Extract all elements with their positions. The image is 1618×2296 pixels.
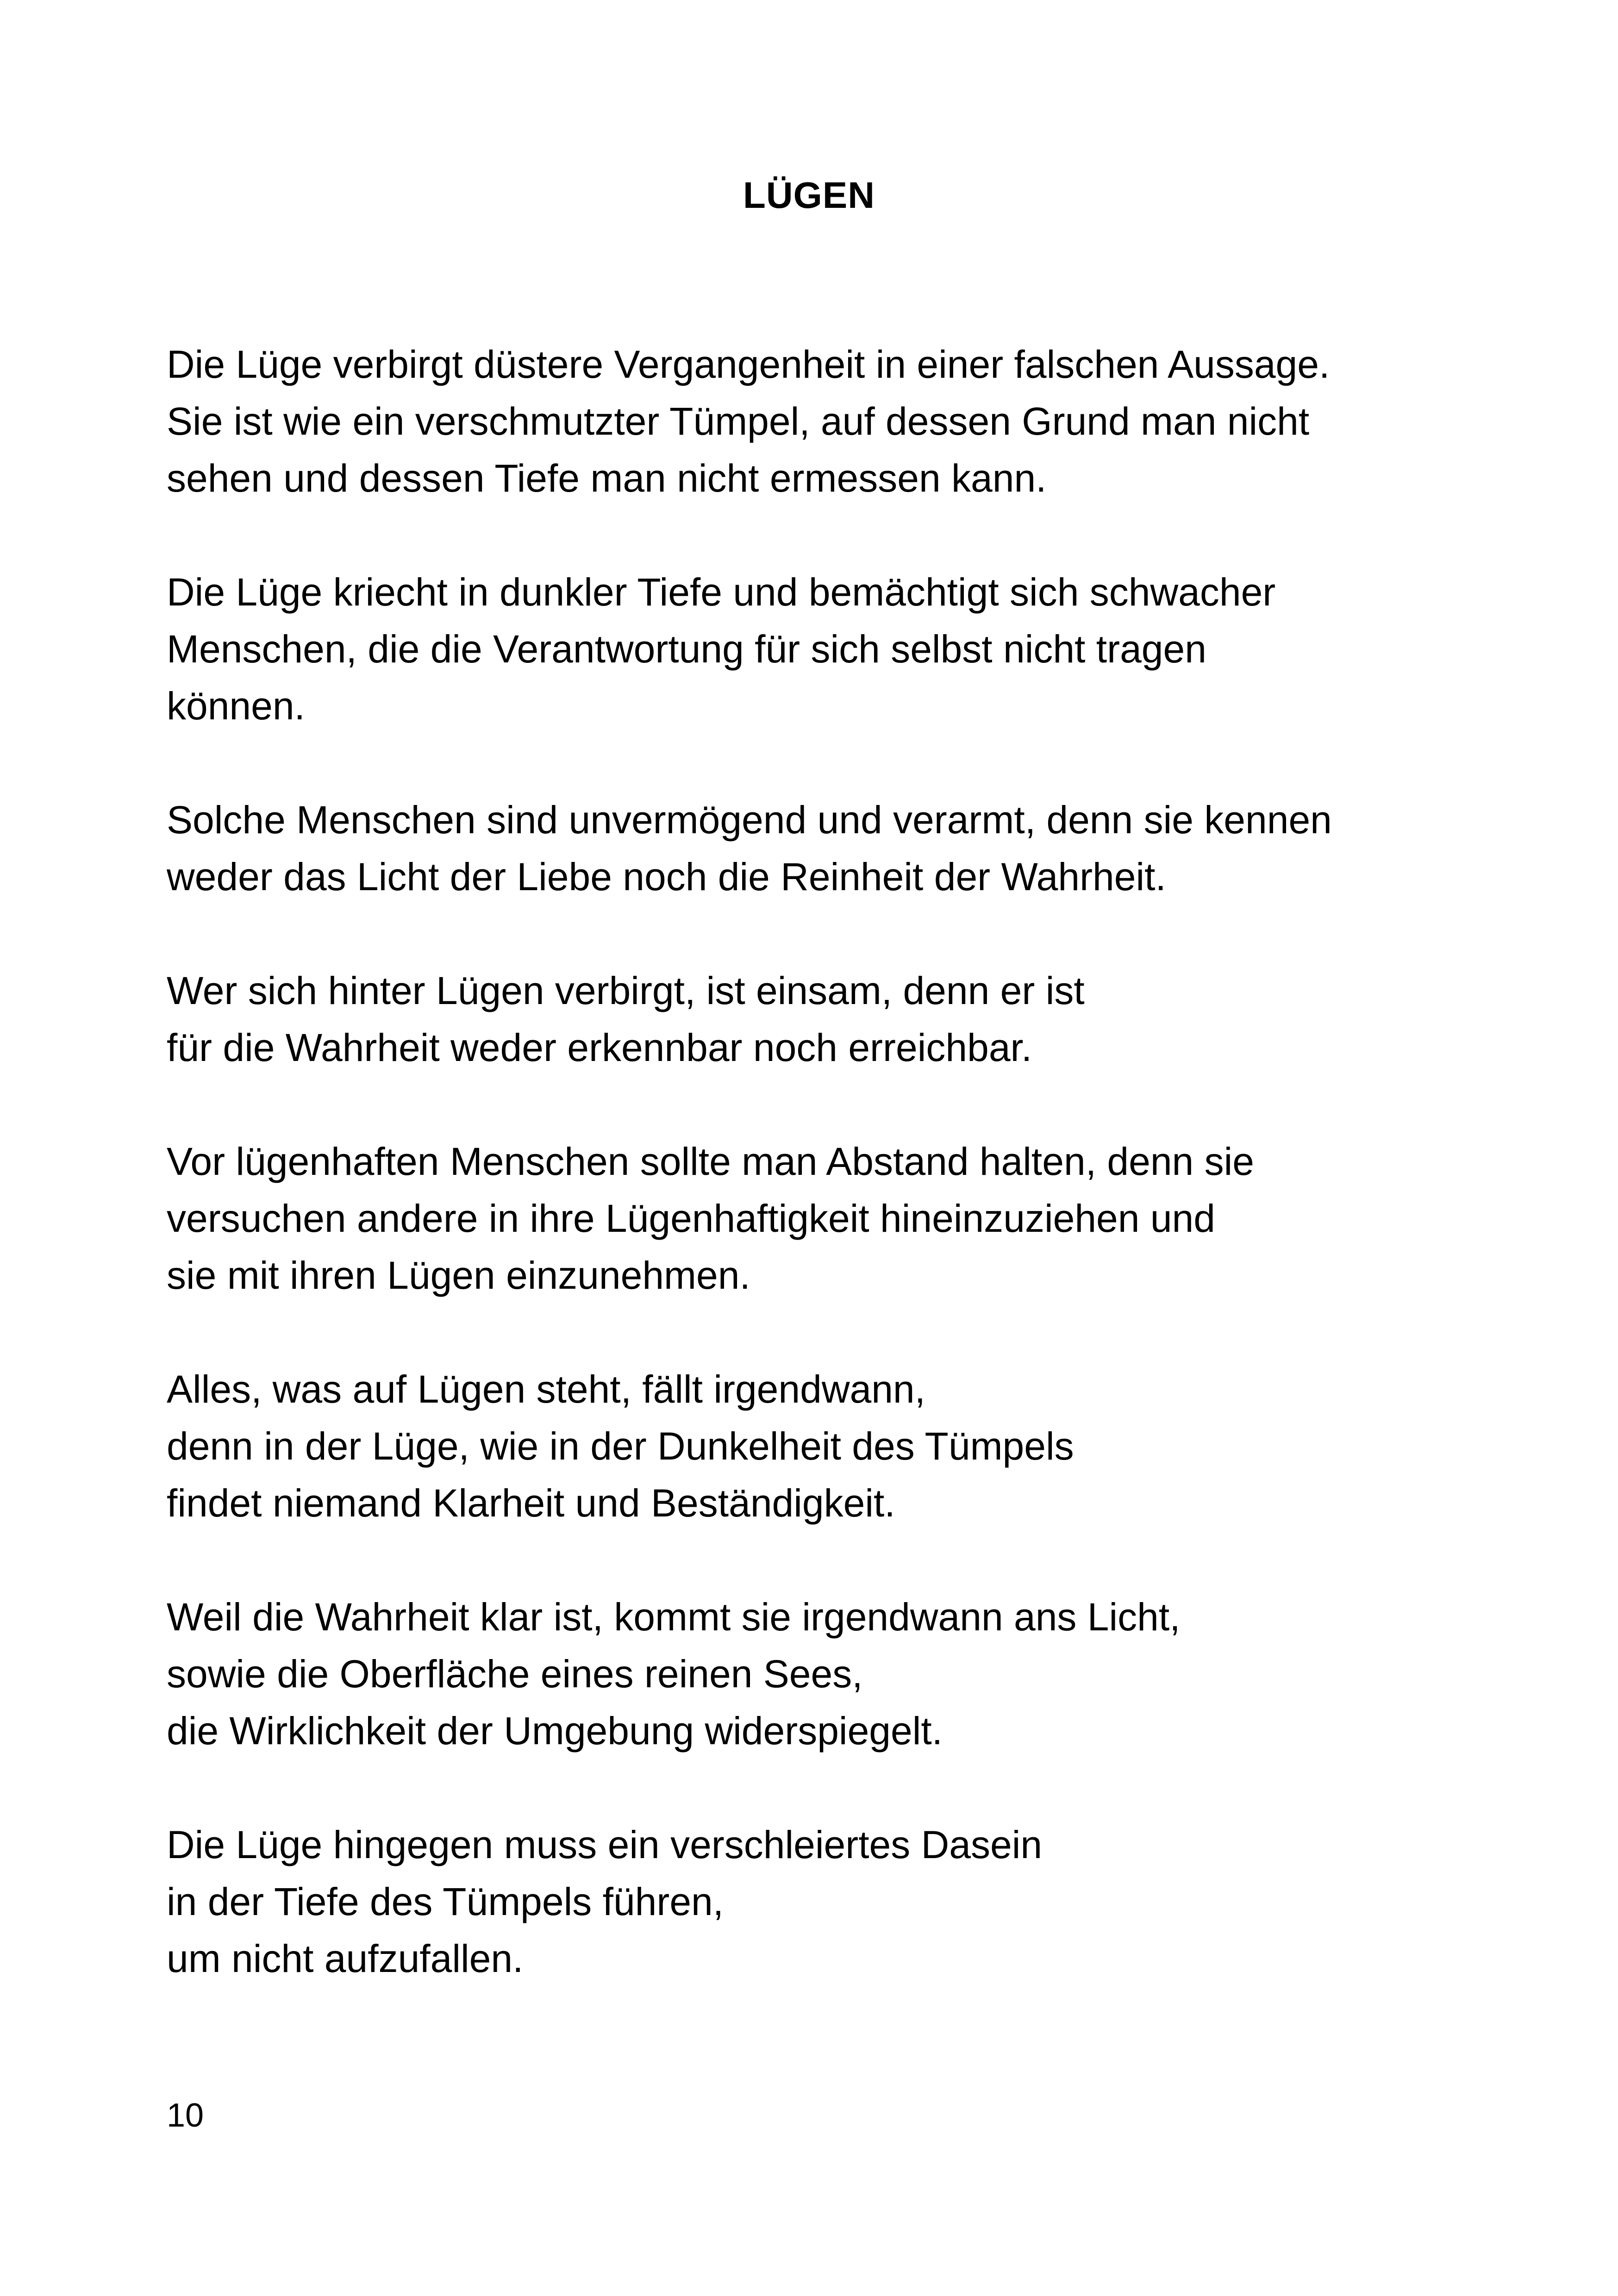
stanza-line: sie mit ihren Lügen einzunehmen. xyxy=(167,1254,750,1297)
stanza-5 xyxy=(167,1133,1546,1304)
stanza-line: Weil die Wahrheit klar ist, kommt sie irgendwann ans Licht, xyxy=(167,1595,1181,1639)
stanza-line: versuchen andere in ihre Lügenhaftigkeit hineinzuziehen und xyxy=(167,1197,1215,1240)
stanza-line: sowie die Oberfläche eines reinen Sees, xyxy=(167,1652,863,1696)
stanza-8 xyxy=(167,1816,1546,1987)
stanza-line: können. xyxy=(167,684,305,728)
stanza-line: sehen und dessen Tiefe man nicht ermessen kann. xyxy=(167,456,1047,500)
stanza-3 xyxy=(167,792,1546,905)
stanza-2 xyxy=(167,564,1546,735)
stanza-line: um nicht aufzufallen. xyxy=(167,1937,524,1980)
poem-body xyxy=(167,336,1546,2044)
stanza-6 xyxy=(167,1361,1546,1532)
stanza-line: weder das Licht der Liebe noch die Reinheit der Wahrheit. xyxy=(167,855,1166,898)
stanza-7 xyxy=(167,1589,1546,1759)
stanza-line: Die Lüge hingegen muss ein verschleiertes Dasein xyxy=(167,1823,1043,1866)
stanza-line: für die Wahrheit weder erkennbar noch erreichbar. xyxy=(167,1026,1032,1069)
page-title: LÜGEN xyxy=(743,175,875,216)
stanza-line: findet niemand Klarheit und Beständigkeit. xyxy=(167,1481,895,1525)
stanza-line: Solche Menschen sind unvermögend und verarmt, denn sie kennen xyxy=(167,798,1332,842)
stanza-line: Die Lüge kriecht in dunkler Tiefe und bemächtigt sich schwacher xyxy=(167,570,1276,614)
stanza-line: Alles, was auf Lügen steht, fällt irgendwann, xyxy=(167,1367,925,1411)
stanza-line: Menschen, die die Verantwortung für sich selbst nicht tragen xyxy=(167,627,1206,671)
stanza-line: Wer sich hinter Lügen verbirgt, ist einsam, denn er ist xyxy=(167,969,1085,1012)
stanza-line: Vor lügenhaften Menschen sollte man Abstand halten, denn sie xyxy=(167,1140,1254,1183)
page-number: 10 xyxy=(167,2097,204,2134)
stanza-line: denn in der Lüge, wie in der Dunkelheit des Tümpels xyxy=(167,1424,1074,1468)
stanza-line: die Wirklichkeit der Umgebung widerspiegelt. xyxy=(167,1709,943,1753)
stanza-line: Die Lüge verbirgt düstere Vergangenheit in einer falschen Aussage. xyxy=(167,343,1330,386)
stanza-4 xyxy=(167,962,1546,1076)
stanza-line: Sie ist wie ein verschmutzter Tümpel, auf dessen Grund man nicht xyxy=(167,399,1310,443)
stanza-1 xyxy=(167,336,1546,507)
stanza-line: in der Tiefe des Tümpels führen, xyxy=(167,1880,724,1923)
